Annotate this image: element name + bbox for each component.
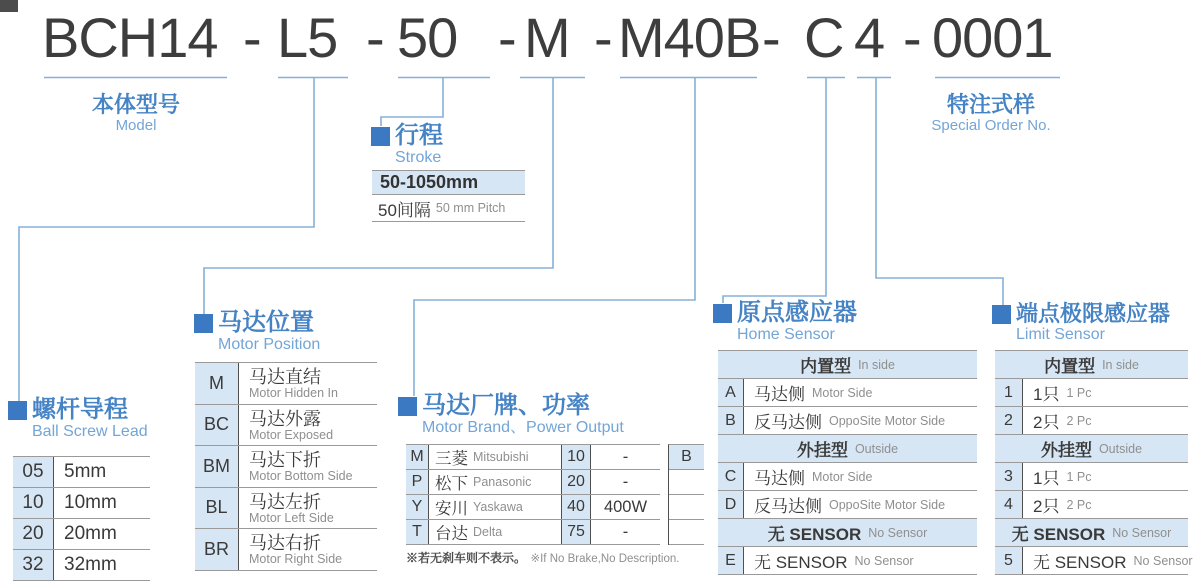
- brand-en: Panasonic: [473, 475, 532, 489]
- group-header-en: In side: [1102, 357, 1139, 372]
- position-code: BC: [195, 405, 239, 446]
- table-row: [718, 379, 977, 407]
- ball-screw-table: [13, 456, 150, 581]
- group-header-en: In side: [858, 357, 895, 372]
- power-code: 75: [562, 520, 591, 544]
- home-sensor-title-zh: 原点感应器: [737, 299, 857, 326]
- title-segment-series: BCH14: [42, 6, 218, 69]
- sensor-zh: 2只: [1033, 413, 1060, 432]
- title-dash: -: [366, 6, 384, 69]
- sensor-en: Motor Side: [812, 469, 873, 484]
- model-label: [60, 92, 212, 135]
- brand-en: Delta: [473, 525, 503, 539]
- stroke-pitch-row: [372, 195, 525, 222]
- home-sensor-table: [718, 350, 977, 575]
- sensor-code: 3: [995, 463, 1023, 490]
- motor-brand-section-title: [398, 394, 624, 437]
- sensor-en: Motor Side: [812, 385, 873, 400]
- section-square-icon: [371, 127, 390, 146]
- sensor-code: 5: [995, 547, 1023, 574]
- sensor-zh: 马达侧: [754, 385, 805, 404]
- power-code: 20: [562, 470, 591, 494]
- table-row: [718, 407, 977, 435]
- table-row: [669, 520, 704, 545]
- position-en: Motor Bottom Side: [249, 469, 353, 484]
- position-zh: 马达外露: [249, 408, 321, 429]
- stroke-table: [372, 170, 525, 222]
- ball-screw-title-en: Ball Screw Lead: [32, 423, 148, 440]
- table-row: [406, 470, 660, 495]
- table-row: [995, 491, 1188, 519]
- position-code: BR: [195, 529, 239, 570]
- sensor-code: 2: [995, 407, 1023, 434]
- power-value: -: [591, 470, 660, 494]
- group-header-zh: 内置型: [1044, 357, 1096, 376]
- motor-position-title-zh: 马达位置: [218, 309, 314, 336]
- sensor-en: OppoSite Motor Side: [829, 497, 946, 512]
- sensor-code: D: [718, 491, 744, 518]
- sensor-en: OppoSite Motor Side: [829, 413, 946, 428]
- table-row: [406, 445, 660, 470]
- brake-column: [668, 444, 704, 545]
- power-value: -: [591, 520, 660, 544]
- limit-sensor-title-zh: 端点极限感应器: [1016, 301, 1171, 326]
- sensor-zh: 1只: [1033, 385, 1060, 404]
- lead-code: 10: [13, 488, 54, 518]
- section-square-icon: [8, 401, 27, 420]
- power-code: 10: [562, 445, 591, 469]
- sensor-code: A: [718, 379, 744, 406]
- sensor-zh: 反马达侧: [754, 413, 822, 432]
- brand-en: Mitsubishi: [473, 450, 529, 464]
- sensor-en: No Sensor: [854, 553, 914, 568]
- motor-position-title-en: Motor Position: [218, 336, 321, 353]
- power-value: 400W: [591, 495, 660, 519]
- table-row: [669, 445, 704, 470]
- limit-sensor-title-en: Limit Sensor: [1016, 326, 1105, 343]
- lead-value: 5mm: [64, 461, 107, 482]
- group-header-row: [995, 435, 1188, 463]
- limit-sensor-table: [995, 350, 1193, 575]
- brand-zh: 安川: [435, 500, 468, 518]
- stroke-range-value: 50-1050mm: [372, 171, 525, 194]
- stroke-title-zh: 行程: [395, 122, 443, 149]
- table-row: [13, 550, 150, 581]
- table-row: [995, 379, 1188, 407]
- position-zh: 马达下折: [249, 450, 321, 471]
- title-segment-special-no: 0001: [932, 6, 1053, 69]
- table-row: [718, 547, 977, 575]
- table-row: [195, 405, 377, 447]
- group-header-zh: 外挂型: [796, 441, 848, 460]
- limit-sensor-section-title: [992, 303, 1170, 344]
- home-sensor-section-title: [713, 301, 857, 344]
- group-header-en: Outside: [1098, 441, 1143, 456]
- table-row: [995, 407, 1188, 435]
- position-zh: 马达左折: [249, 491, 321, 512]
- motor-brand-table: [406, 444, 660, 545]
- sensor-code: C: [718, 463, 744, 490]
- brake-footnote: [406, 549, 679, 567]
- title-dash: -: [762, 6, 780, 69]
- lead-value: 32mm: [64, 554, 117, 575]
- group-header-en: No Sensor: [868, 525, 928, 540]
- brake-code: B: [669, 445, 704, 469]
- motor-brand-title-zh: 马达厂牌、功率: [422, 392, 590, 419]
- stroke-range-row: [372, 171, 525, 195]
- group-header-zh: 外挂型: [1040, 441, 1092, 460]
- special-order-label-zh: 特注式样: [946, 92, 1035, 117]
- lead-code: 05: [13, 457, 54, 487]
- group-header-zh: 无 SENSOR: [1011, 525, 1106, 544]
- model-label-zh: 本体型号: [91, 92, 180, 117]
- table-row: [718, 463, 977, 491]
- table-row: [13, 488, 150, 519]
- group-header-row: [995, 351, 1188, 379]
- table-row: [718, 491, 977, 519]
- group-header-row: [995, 519, 1188, 547]
- position-en: Motor Right Side: [249, 552, 343, 567]
- sensor-code: B: [718, 407, 744, 434]
- table-row: [195, 446, 377, 488]
- position-zh: 马达直结: [249, 367, 321, 388]
- position-code: M: [195, 363, 239, 404]
- title-dash: -: [243, 6, 261, 69]
- motor-position-section-title: [194, 311, 320, 354]
- motor-brand-title-en: Motor Brand、Power Output: [422, 419, 624, 436]
- group-header-zh: 无 SENSOR: [767, 525, 862, 544]
- sensor-en: No Sensor: [1133, 553, 1193, 568]
- brand-code: T: [406, 520, 429, 544]
- sensor-zh: 1只: [1033, 469, 1060, 488]
- home-sensor-title-en: Home Sensor: [737, 326, 835, 343]
- sensor-en: 2 Pc: [1066, 413, 1092, 428]
- group-header-en: No Sensor: [1112, 525, 1172, 540]
- sensor-code: 1: [995, 379, 1023, 406]
- stroke-title-en: Stroke: [395, 149, 442, 166]
- brand-code: P: [406, 470, 429, 494]
- power-value: -: [591, 445, 660, 469]
- brand-zh: 松下: [435, 475, 468, 493]
- table-row: [995, 463, 1188, 491]
- table-row: [195, 529, 377, 571]
- sensor-en: 2 Pc: [1066, 497, 1092, 512]
- group-header-row: [718, 519, 977, 547]
- brand-zh: 三菱: [435, 450, 468, 468]
- sensor-zh: 无 SENSOR: [1033, 553, 1127, 572]
- title-dash: -: [498, 6, 516, 69]
- brake-footnote-zh: ※若无刹车则不表示。: [406, 551, 527, 565]
- section-square-icon: [398, 397, 417, 416]
- table-row: [13, 519, 150, 550]
- lead-code: 20: [13, 519, 54, 549]
- lead-value: 10mm: [64, 492, 117, 513]
- title-segment-limit-sensor: 4: [854, 6, 885, 69]
- brand-zh: 台达: [435, 525, 468, 543]
- section-square-icon: [992, 305, 1011, 324]
- title-dash: -: [594, 6, 612, 69]
- section-square-icon: [194, 314, 213, 333]
- special-order-label-en: Special Order No.: [931, 117, 1051, 135]
- table-row: [195, 363, 377, 405]
- position-en: Motor Left Side: [249, 510, 334, 525]
- title-segment-motor-pos: M: [524, 6, 570, 69]
- ball-screw-title-zh: 螺杆导程: [32, 396, 128, 423]
- sensor-code: E: [718, 547, 744, 574]
- table-row: [406, 495, 660, 520]
- table-row: [406, 520, 660, 545]
- sensor-zh: 反马达侧: [754, 497, 822, 516]
- special-order-label: [915, 92, 1067, 135]
- table-row: [995, 547, 1193, 575]
- brand-code: M: [406, 445, 429, 469]
- sensor-zh: 2只: [1033, 497, 1060, 516]
- lead-value: 20mm: [64, 523, 117, 544]
- sensor-en: 1 Pc: [1066, 469, 1092, 484]
- lead-code: 32: [13, 550, 54, 580]
- sensor-code: 4: [995, 491, 1023, 518]
- title-segment-lead: L5: [277, 6, 338, 69]
- title-segment-motor-brand: M40B: [618, 6, 761, 69]
- position-code: BL: [195, 488, 239, 529]
- sensor-zh: 无 SENSOR: [754, 553, 848, 572]
- page-corner-artifact: [0, 0, 18, 12]
- brand-en: Yaskawa: [473, 500, 523, 514]
- group-header-zh: 内置型: [800, 357, 852, 376]
- brake-footnote-en: ※If No Brake,No Description.: [530, 553, 680, 565]
- stroke-pitch-zh: 50间隔: [378, 200, 431, 220]
- sensor-zh: 马达侧: [754, 469, 805, 488]
- table-row: [669, 495, 704, 520]
- table-row: [669, 470, 704, 495]
- stroke-section-title: [371, 124, 443, 167]
- power-code: 40: [562, 495, 591, 519]
- motor-position-table: [195, 362, 377, 571]
- model-label-en: Model: [115, 117, 157, 135]
- position-en: Motor Hidden In: [249, 386, 338, 401]
- position-en: Motor Exposed: [249, 427, 334, 442]
- table-row: [13, 457, 150, 488]
- ball-screw-section-title: [8, 398, 148, 441]
- stroke-pitch-en: 50 mm Pitch: [435, 201, 506, 215]
- section-square-icon: [713, 304, 732, 323]
- table-row: [195, 488, 377, 530]
- title-segment-home-sensor: C: [804, 6, 844, 69]
- sensor-en: 1 Pc: [1066, 385, 1092, 400]
- position-zh: 马达右折: [249, 533, 321, 554]
- group-header-row: [718, 351, 977, 379]
- group-header-row: [718, 435, 977, 463]
- title-segment-stroke: 50: [397, 6, 458, 69]
- title-dash: -: [903, 6, 921, 69]
- brand-code: Y: [406, 495, 429, 519]
- group-header-en: Outside: [854, 441, 899, 456]
- position-code: BM: [195, 446, 239, 487]
